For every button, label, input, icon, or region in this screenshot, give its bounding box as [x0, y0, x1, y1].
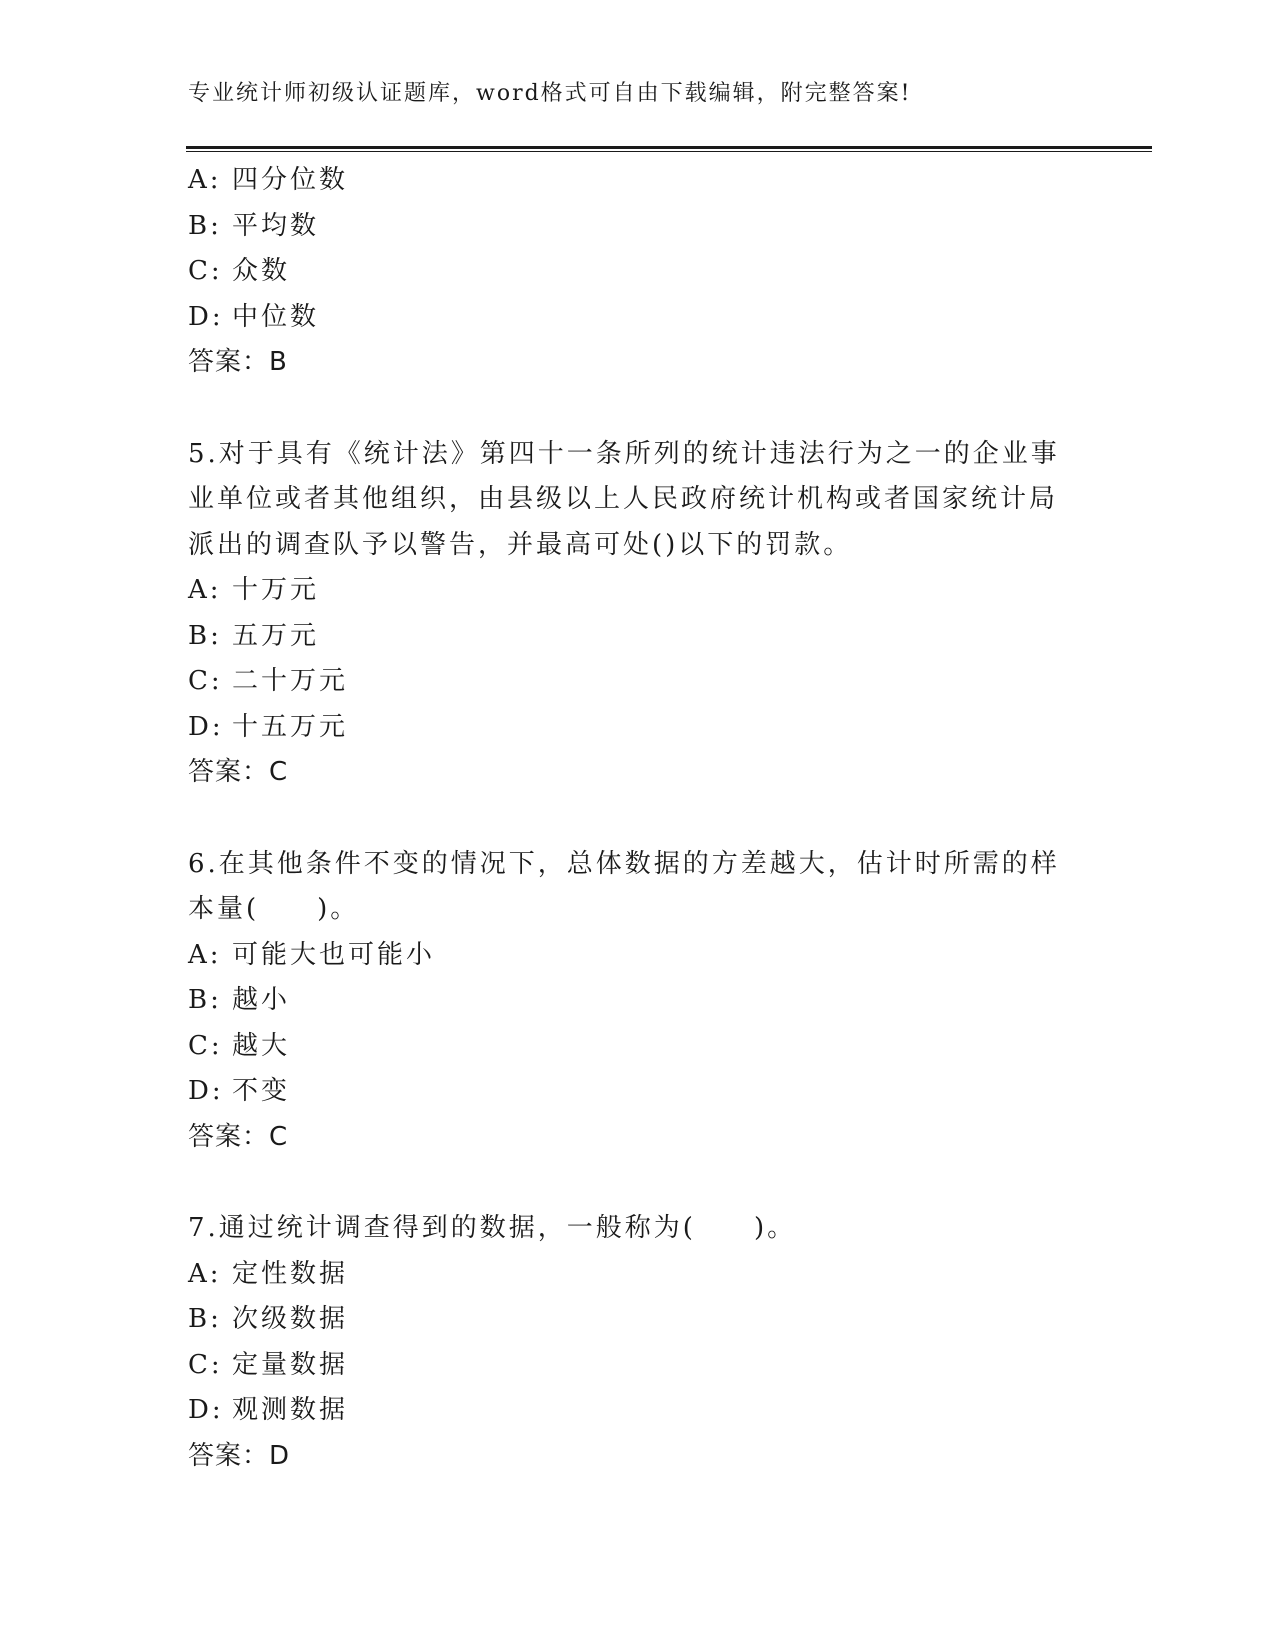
option-c: C: 众数 — [188, 256, 291, 286]
option-a: A: 可能大也可能小 — [188, 939, 436, 970]
header-rule-thick — [186, 146, 1152, 149]
option-a: A: 四分位数 — [188, 165, 349, 195]
question-block — [188, 842, 1088, 1161]
option-a: A: 十万元 — [188, 575, 320, 605]
option-a: A: 定性数据 — [188, 1258, 349, 1289]
question-text: 7.通过统计调查得到的数据，一般称为( )。 — [188, 1213, 797, 1243]
question-list — [188, 158, 1088, 1479]
question-text: 业单位或者其他组织，由县级以上人民政府统计机构或者国家统计局 — [188, 484, 1059, 514]
option-c: C: 定量数据 — [188, 1349, 349, 1380]
question-text: 本量( )。 — [188, 894, 360, 924]
option-c: C: 越大 — [188, 1030, 291, 1061]
option-b: B: 五万元 — [188, 620, 320, 651]
option-d: D: 观测数据 — [188, 1395, 349, 1425]
header-note: 专业统计师初级认证题库，word格式可自由下载编辑，附完整答案! — [188, 81, 912, 106]
answer-line: 答案：C — [188, 1121, 289, 1152]
question-text: 6.在其他条件不变的情况下，总体数据的方差越大，估计时所需的样 — [188, 848, 1060, 879]
answer-line: 答案：B — [188, 347, 288, 377]
option-b: B: 越小 — [188, 985, 291, 1015]
option-b: B: 次级数据 — [188, 1304, 349, 1334]
header-rule-thin — [186, 151, 1152, 152]
option-b: B: 平均数 — [188, 210, 320, 241]
answer-line: 答案：D — [188, 1440, 291, 1471]
option-d: D: 不变 — [188, 1076, 291, 1106]
answer-line: 答案：C — [188, 757, 289, 787]
question-block — [188, 158, 1088, 386]
question-block — [188, 432, 1088, 796]
question-text: 5.对于具有《统计法》第四十一条所列的统计违法行为之一的企业事 — [188, 438, 1060, 469]
question-block — [188, 1206, 1088, 1479]
option-d: D: 十五万元 — [188, 711, 349, 742]
question-text: 派出的调查队予以警告，并最高可处()以下的罚款。 — [188, 529, 853, 560]
option-d: D: 中位数 — [188, 301, 320, 332]
option-c: C: 二十万元 — [188, 666, 349, 696]
